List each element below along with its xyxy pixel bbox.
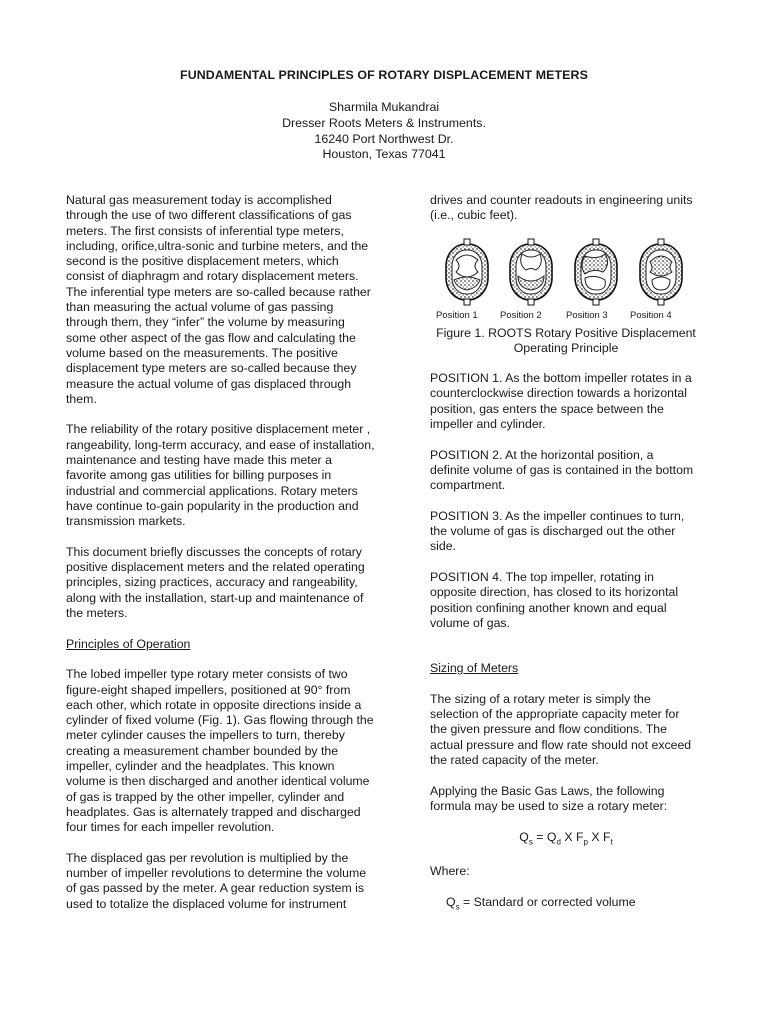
- sizing-formula: [430, 830, 702, 850]
- position-4-paragraph: [430, 570, 702, 631]
- text-line: them.: [66, 391, 97, 406]
- text-line: position confining another known and equal: [430, 600, 667, 615]
- text-line: formula may be used to size a rotary meter:: [430, 798, 668, 813]
- text-line: headplates. Gas is alternately trapped and discharged: [66, 804, 361, 819]
- text-line: definite volume of gas is contained in the bottom: [430, 462, 694, 477]
- qs-symbol: Q: [446, 894, 456, 909]
- qs-text: = Standard or corrected volume: [459, 894, 636, 909]
- text-line: meter cylinder causes the impellers to turn, thereby: [66, 728, 345, 743]
- text-line: meters. The first consists of inferential type meters,: [66, 223, 344, 238]
- text-line: POSITION 1. As the bottom impeller rotates in a: [430, 371, 692, 386]
- text-line: along with the installation, start-up and maintenance of: [66, 590, 364, 605]
- position-3-label: Position 3: [566, 309, 608, 321]
- formula-q: Q: [519, 829, 529, 844]
- text-line: including, orifice,ultra-sonic and turbine meters, and the: [66, 238, 369, 253]
- text-line: (i.e., cubic feet).: [430, 208, 518, 223]
- position-1-label: Position 1: [436, 309, 478, 321]
- author-company: Dresser Roots Meters & Instruments.: [282, 115, 486, 130]
- position-3-paragraph: [430, 509, 702, 555]
- author-name: Sharmila Mukandrai: [328, 100, 440, 114]
- text-line: principles, sizing practices, accuracy and rangeability,: [66, 575, 358, 590]
- text-line: positive displacement meters and the related operating: [66, 560, 365, 575]
- text-line: selection of the appropriate capacity meter for: [430, 707, 680, 722]
- text-line: of gas passed by the meter. A gear reduction system is: [66, 881, 365, 896]
- text-line: measure the actual volume of gas displaced through: [66, 376, 352, 391]
- paper-title: FUNDAMENTAL PRINCIPLES OF ROTARY DISPLACEMENT METERS: [180, 68, 588, 82]
- text-line: through the use of two different classifications of gas: [66, 208, 352, 223]
- text-line: volume based on the measurements. The positive: [66, 345, 338, 360]
- text-line: volume is then discharged and another identical volume: [66, 774, 370, 789]
- text-line: of gas is trapped by the other impeller, cylinder and: [66, 789, 345, 804]
- text-line: The reliability of the rotary positive displacement meter ,: [66, 422, 371, 437]
- meter-position-2: [510, 239, 552, 305]
- formula-x2: X F: [587, 829, 611, 844]
- text-line: have continue to-gain popularity in the production and: [66, 498, 359, 513]
- text-line: the meters.: [66, 606, 128, 621]
- text-line: transmission markets.: [66, 514, 186, 529]
- formula-sub-d: d: [556, 836, 561, 846]
- formula-eq: = Q: [532, 829, 557, 844]
- intro-paragraph: [66, 193, 391, 407]
- text-line: second is the positive displacement meters, which: [66, 254, 339, 269]
- position-4-label: Position 4: [630, 309, 672, 321]
- formula-sub-p: p: [583, 836, 588, 846]
- text-line: some other aspect of the gas flow and calculating the: [66, 330, 356, 345]
- author-street: 16240 Port Northwest Dr.: [314, 131, 454, 146]
- text-line: Natural gas measurement today is accomplished: [66, 193, 332, 207]
- text-line: Applying the Basic Gas Laws, the following: [430, 783, 665, 798]
- text-line: POSITION 3. As the impeller continues to turn,: [430, 508, 685, 523]
- formula-sub-s: s: [528, 836, 533, 846]
- figure-caption: [430, 326, 702, 357]
- text-line: maintenance and testing have made this meter a: [66, 453, 332, 468]
- impeller-diagram: [430, 238, 702, 308]
- text-line: the given pressure and flow conditions. The: [430, 722, 667, 737]
- formula-x1: X F: [560, 829, 584, 844]
- text-line: impeller and cylinder.: [430, 417, 546, 432]
- meter-position-3: [575, 239, 617, 305]
- text-line: industrial and commercial applications. Rotary meters: [66, 483, 358, 498]
- text-line: displacement type meters are so-called because they: [66, 361, 357, 376]
- text-line: each other, which rotate in opposite directions inside a: [66, 697, 362, 712]
- sizing-paragraph: [430, 692, 702, 768]
- drives-paragraph: [430, 193, 702, 224]
- meter-position-1: [446, 239, 488, 305]
- text-line: impeller, cylinder and the headplates. This known: [66, 758, 335, 773]
- text-line: position, gas enters the space between the: [430, 401, 664, 416]
- author-block: [0, 100, 768, 163]
- text-line: counterclockwise direction towards a horizontal: [430, 386, 687, 401]
- sizing-heading: Sizing of Meters: [430, 661, 519, 676]
- qs-definition: [430, 895, 702, 915]
- text-line: the volume of gas is discharged out the other: [430, 524, 676, 539]
- caption-line: Figure 1. ROOTS Rotary Positive Displacement: [436, 325, 696, 340]
- text-line: creating a measurement chamber bounded by the: [66, 743, 339, 758]
- text-line: The displaced gas per revolution is multiplied by the: [66, 850, 349, 865]
- position-2-paragraph: [430, 448, 702, 494]
- text-line: opposite direction, has closed to its horizontal: [430, 585, 679, 600]
- text-line: The inferential type meters are so-called because rather: [66, 284, 371, 299]
- text-line: rangeability, long-term accuracy, and ease of installation,: [66, 437, 375, 452]
- text-line: through them, they “infer” the volume by measuring: [66, 315, 345, 330]
- text-line: The lobed impeller type rotary meter consists of two: [66, 667, 348, 682]
- text-line: favorite among gas utilities for billing purposes in: [66, 468, 332, 483]
- text-line: number of impeller revolutions to determine the volume: [66, 866, 367, 881]
- lobed-impeller-paragraph: [66, 667, 391, 835]
- qs-sub: s: [455, 902, 460, 912]
- formula-sub-t: t: [610, 836, 613, 846]
- position-2-label: Position 2: [500, 309, 542, 321]
- reliability-paragraph: [66, 422, 391, 529]
- text-line: consist of diaphragm and rotary displacement meters.: [66, 269, 359, 284]
- principles-heading: Principles of Operation: [66, 636, 191, 651]
- text-line: than measuring the actual volume of gas passing: [66, 300, 334, 315]
- figure-1-impeller-positions: [430, 238, 702, 320]
- document-scope-paragraph: [66, 545, 391, 621]
- text-line: POSITION 4. The top impeller, rotating in: [430, 570, 654, 585]
- right-column: [430, 193, 702, 915]
- position-1-paragraph: [430, 371, 702, 432]
- meter-position-4: [640, 239, 682, 305]
- text-line: volume of gas.: [430, 615, 510, 630]
- left-column: [66, 193, 391, 927]
- where-label: Where:: [430, 864, 470, 879]
- text-line: drives and counter readouts in engineering units: [430, 193, 693, 207]
- text-line: figure-eight shaped impellers, positioned at 90° from: [66, 682, 351, 697]
- gas-laws-paragraph: [430, 784, 702, 815]
- text-line: POSITION 2. At the horizontal position, a: [430, 447, 654, 462]
- displaced-gas-paragraph: [66, 851, 391, 912]
- text-line: the rated capacity of the meter.: [430, 753, 599, 768]
- text-line: This document briefly discusses the concepts of rotary: [66, 544, 362, 559]
- text-line: The sizing of a rotary meter is simply the: [430, 691, 651, 706]
- text-line: actual pressure and flow rate should not exceed: [430, 737, 692, 752]
- text-line: four times for each impeller revolution.: [66, 820, 275, 835]
- text-line: used to totalize the displaced volume for instrument: [66, 896, 347, 911]
- text-line: compartment.: [430, 478, 506, 493]
- text-line: cylinder of fixed volume (Fig. 1). Gas flowing through the: [66, 713, 374, 728]
- caption-line: Operating Principle: [513, 340, 619, 355]
- text-line: side.: [430, 539, 456, 554]
- author-city: Houston, Texas 77041: [322, 147, 446, 162]
